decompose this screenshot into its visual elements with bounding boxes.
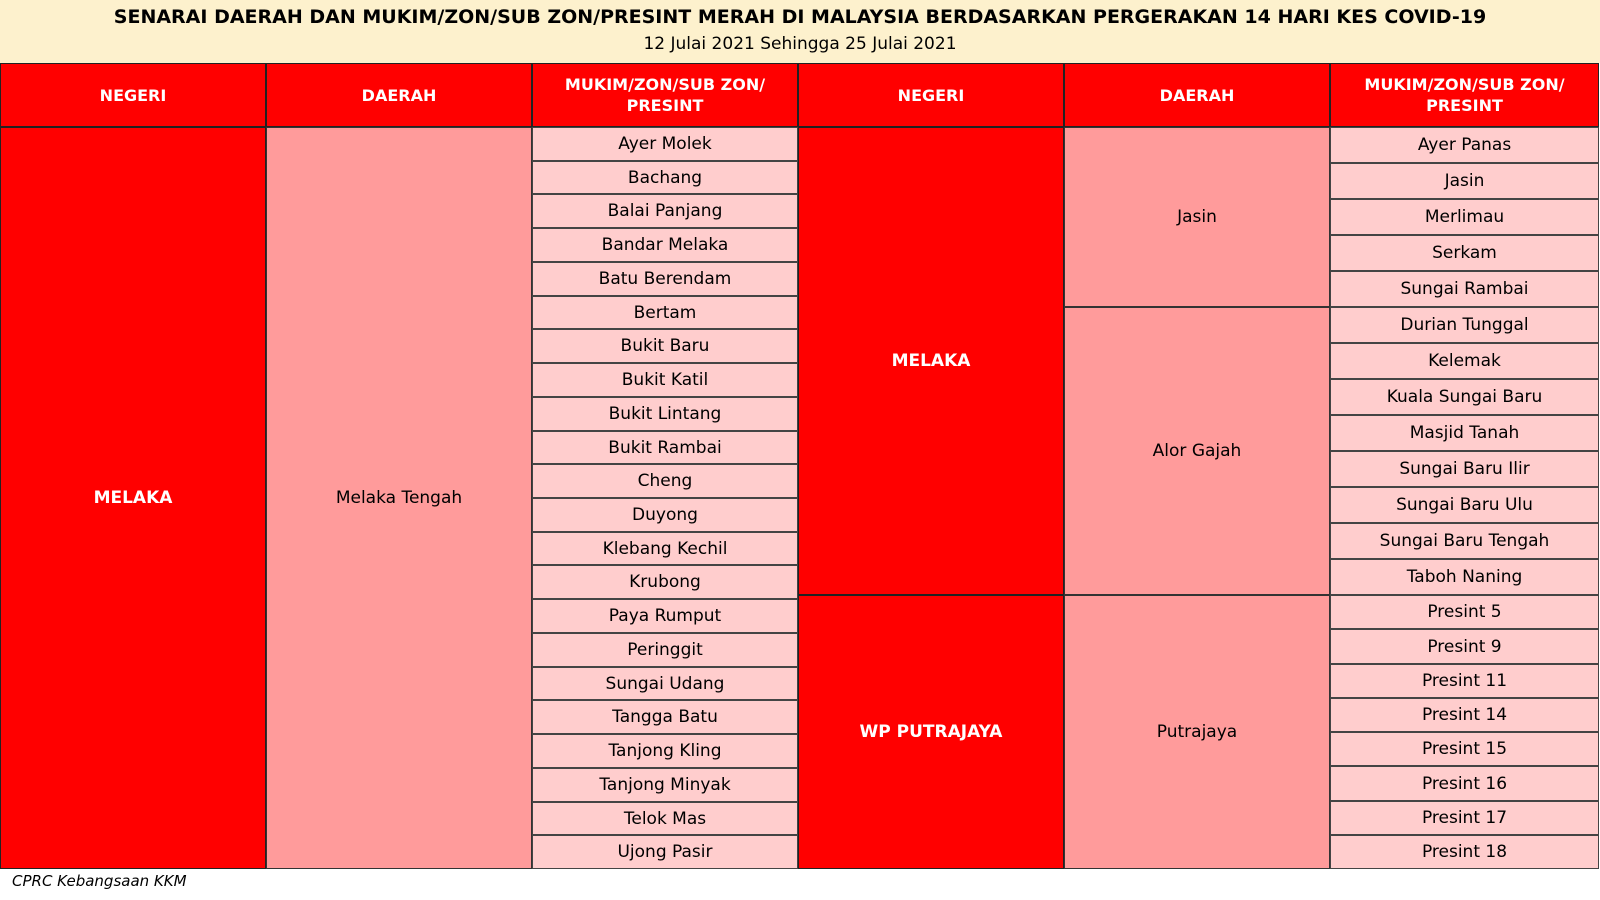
zone-cell: Batu Berendam (532, 262, 798, 296)
zone-cell: Bukit Katil (532, 363, 798, 397)
zone-cell: Ujong Pasir (532, 835, 798, 869)
zone-cell: Jasin (1330, 163, 1599, 199)
zone-cell: Sungai Udang (532, 667, 798, 700)
zone-cell: Presint 18 (1330, 835, 1599, 869)
zone-cell: Merlimau (1330, 199, 1599, 235)
zone-cell: Presint 17 (1330, 801, 1599, 835)
zone-cell: Sungai Rambai (1330, 271, 1599, 307)
state-cell: MELAKA (0, 127, 266, 869)
district-cell: Putrajaya (1064, 595, 1330, 869)
zone-cell: Sungai Baru Tengah (1330, 523, 1599, 559)
source-credit: CPRC Kebangsaan KKM (12, 872, 187, 890)
state-cell: MELAKA (798, 127, 1064, 595)
zone-cell: Paya Rumput (532, 599, 798, 633)
zone-cell: Sungai Baru Ulu (1330, 487, 1599, 523)
title-bar (0, 0, 1600, 63)
zone-cell: Kuala Sungai Baru (1330, 379, 1599, 415)
zone-cell: Presint 15 (1330, 732, 1599, 766)
zone-cell: Serkam (1330, 235, 1599, 271)
zone-cell: Bachang (532, 161, 798, 194)
zone-cell: Bertam (532, 296, 798, 329)
page-subtitle: 12 Julai 2021 Sehingga 25 Julai 2021 (643, 34, 957, 54)
zone-cell: Telok Mas (532, 802, 798, 835)
zone-cell: Tanjong Kling (532, 734, 798, 768)
zone-cell: Bukit Baru (532, 329, 798, 363)
zone-cell: Sungai Baru Ilir (1330, 451, 1599, 487)
header-negeri: NEGERI (798, 63, 1064, 127)
page-title: SENARAI DAERAH DAN MUKIM/ZON/SUB ZON/PRESINT MERAH DI MALAYSIA BERDASARKAN PERGERAKAN 14 HARI KES COVID-19 (113, 6, 1487, 28)
zone-cell: Ayer Panas (1330, 127, 1599, 163)
zone-cell: Klebang Kechil (532, 532, 798, 565)
state-cell: WP PUTRAJAYA (798, 595, 1064, 869)
zone-cell: Presint 14 (1330, 698, 1599, 732)
zone-cell: Taboh Naning (1330, 559, 1599, 595)
zone-cell: Ayer Molek (532, 127, 798, 161)
zone-cell: Krubong (532, 565, 798, 599)
zone-cell: Cheng (532, 464, 798, 498)
zone-cell: Presint 9 (1330, 629, 1599, 664)
zone-cell: Presint 5 (1330, 595, 1599, 629)
zone-cell: Duyong (532, 498, 798, 532)
header-mukim: MUKIM/ZON/SUB ZON/ PRESINT (532, 63, 798, 127)
district-cell: Alor Gajah (1064, 307, 1330, 595)
zone-cell: Presint 16 (1330, 766, 1599, 801)
zone-cell: Masjid Tanah (1330, 415, 1599, 451)
district-cell: Jasin (1064, 127, 1330, 307)
zone-cell: Tanjong Minyak (532, 768, 798, 802)
header-daerah: DAERAH (1064, 63, 1330, 127)
zone-cell: Kelemak (1330, 343, 1599, 379)
header-daerah: DAERAH (266, 63, 532, 127)
zone-cell: Bukit Rambai (532, 431, 798, 464)
zone-cell: Tangga Batu (532, 700, 798, 734)
zone-cell: Balai Panjang (532, 194, 798, 228)
zone-cell: Bandar Melaka (532, 228, 798, 262)
zone-cell: Peringgit (532, 633, 798, 667)
zone-cell: Presint 11 (1330, 664, 1599, 698)
header-mukim: MUKIM/ZON/SUB ZON/ PRESINT (1330, 63, 1599, 127)
zone-cell: Durian Tunggal (1330, 307, 1599, 343)
header-negeri: NEGERI (0, 63, 266, 127)
zone-cell: Bukit Lintang (532, 397, 798, 431)
district-cell: Melaka Tengah (266, 127, 532, 869)
